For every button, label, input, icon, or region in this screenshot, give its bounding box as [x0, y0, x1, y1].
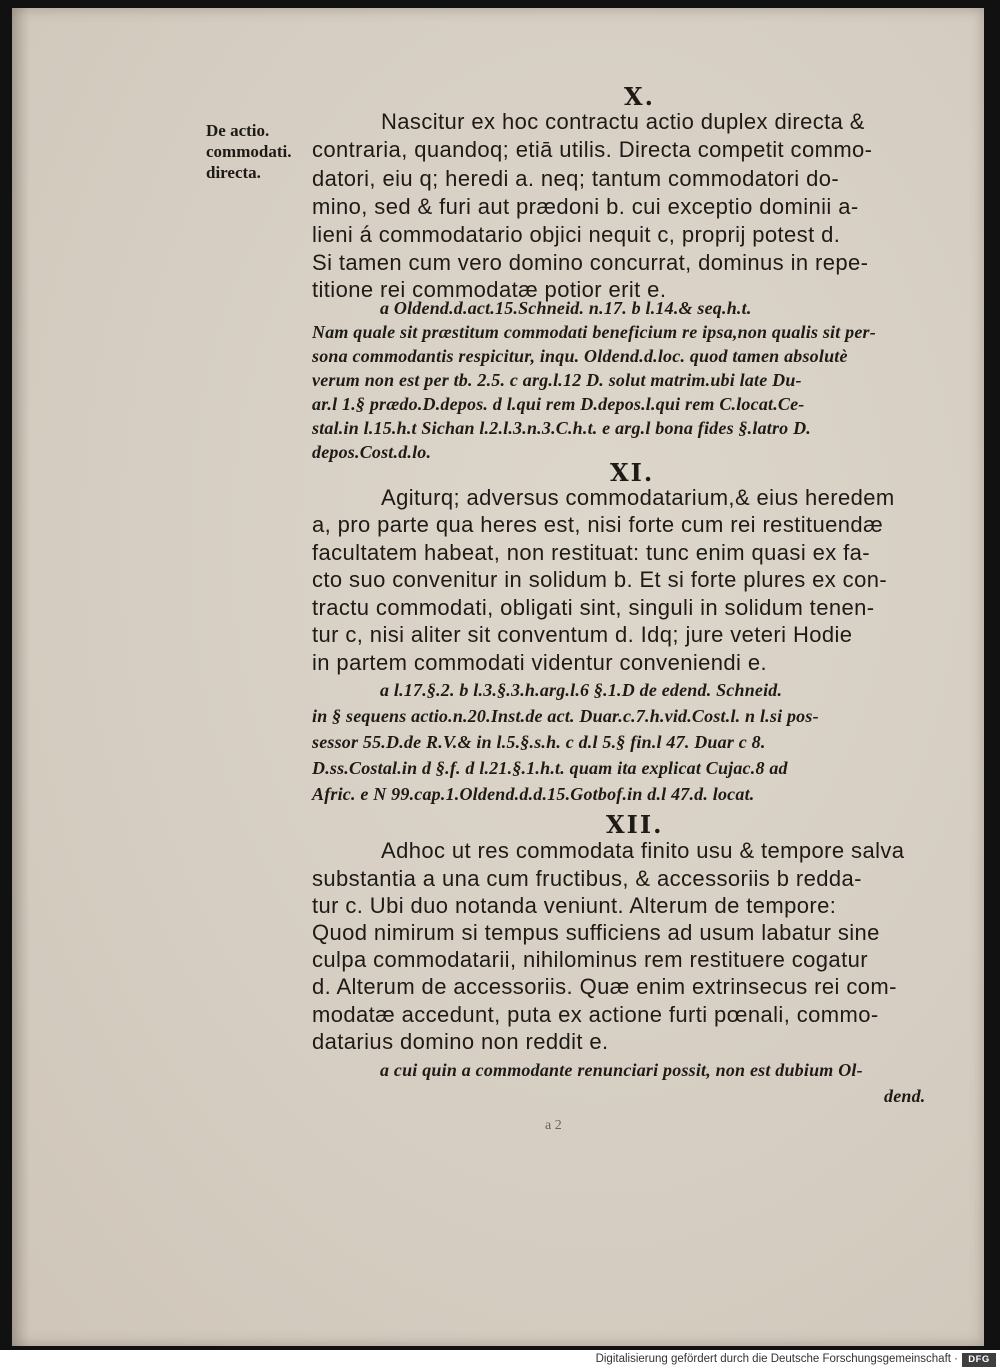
footnote-line: sessor 55.D.de R.V.& in l.5.§.s.h. c d.l 5.§ fin.l 47. Duar c 8.: [312, 732, 766, 752]
body-line: titione rei commodatæ potior erit e.: [312, 277, 667, 302]
margin-note-line: De actio.: [206, 121, 270, 140]
footnote-line: a Oldend.d.act.15.Schneid. n.17. b l.14.& seq.h.t.: [380, 298, 752, 318]
body-line: culpa commodatarii, nihilominus rem restituere cogatur: [312, 947, 868, 972]
signature-mark: a 2: [545, 1118, 562, 1133]
body-line: Adhoc ut res commodata finito usu & tempore salva: [381, 838, 905, 863]
body-line: lieni á commodatario objici nequit c, proprij potest d.: [312, 222, 841, 247]
dfg-logo-icon: DFG: [962, 1353, 996, 1367]
footnote-line: ar.l 1.§ prædo.D.depos. d l.qui rem D.depos.l.qui rem C.locat.Ce-: [312, 394, 805, 414]
footnote-line: in § sequens actio.n.20.Inst.de act. Duar.c.7.h.vid.Cost.l. n l.si pos-: [312, 706, 819, 726]
margin-note-line: directa.: [206, 163, 261, 182]
digitization-footer: [0, 1350, 1000, 1370]
body-line: datori, eiu q; heredi a. neq; tantum commodatori do-: [312, 166, 840, 191]
body-line: mino, sed & furi aut prædoni b. cui exceptio dominii a-: [312, 194, 859, 219]
footnote-line: a l.17.§.2. b l.3.§.3.h.arg.l.6 §.1.D de edend. Schneid.: [380, 680, 783, 700]
body-line: Quod nimirum si tempus sufficiens ad usum labatur sine: [312, 920, 880, 945]
footnote-line: dend.: [884, 1086, 926, 1106]
body-line: tractu commodati, obligati sint, singuli in solidum tenen-: [312, 595, 875, 620]
footnote-line: D.ss.Costal.in d §.f. d l.21.§.1.h.t. quam ita explicat Cujac.8 ad: [312, 758, 788, 778]
footnote-line: depos.Cost.d.lo.: [312, 442, 432, 462]
footnote-line: Afric. e N 99.cap.1.Oldend.d.d.15.Gotbof.in d.l 47.d. locat.: [312, 784, 755, 804]
footnote-line: verum non est per tb. 2.5. c arg.l.12 D. solut matrim.ubi late Du-: [312, 370, 802, 390]
body-line: tur c. Ubi duo notanda veniunt. Alterum de tempore:: [312, 893, 837, 918]
footnote-line: Nam quale sit præstitum commodati beneficium re ipsa,non qualis sit per-: [312, 322, 876, 342]
body-line: contraria, quandoq; etiā utilis. Directa competit commo-: [312, 137, 873, 162]
body-line: Agiturq; adversus commodatarium,& eius heredem: [381, 485, 895, 510]
page-fold-shadow: [12, 8, 30, 1346]
body-line: d. Alterum de accessoriis. Quæ enim extrinsecus rei com-: [312, 974, 897, 999]
body-line: tur c, nisi aliter sit conventum d. Idq; jure veteri Hodie: [312, 622, 853, 647]
body-line: modatæ accedunt, puta ex actione furti pœnali, commo-: [312, 1002, 879, 1027]
body-line: a, pro parte qua heres est, nisi forte cum rei restituendæ: [312, 512, 884, 537]
footnote-line: stal.in l.15.h.t Sichan l.2.l.3.n.3.C.h.t. e arg.l bona fides §.latro D.: [312, 418, 811, 438]
body-line: datarius domino non reddit e.: [312, 1029, 609, 1054]
funding-credit: Digitalisierung gefördert durch die Deutsche Forschungsgemeinschaft ·: [595, 1353, 958, 1365]
section-heading: X.: [624, 82, 655, 111]
body-line: facultatem habeat, non restituat: tunc enim quasi ex fa-: [312, 540, 871, 565]
margin-note-line: commodati.: [206, 142, 292, 161]
footnote-line: sona commodantis respicitur, inqu. Oldend.d.loc. quod tamen absolutè: [312, 346, 848, 366]
body-line: substantia a una cum fructibus, & accessoriis b redda-: [312, 866, 862, 891]
body-line: cto suo convenitur in solidum b. Et si forte plures ex con-: [312, 567, 888, 592]
footnote-line: a cui quin a commodante renunciari possit, non est dubium Ol-: [380, 1060, 863, 1080]
body-line: in partem commodati videntur conveniendi e.: [312, 650, 767, 675]
body-line: Nascitur ex hoc contractu actio duplex directa &: [381, 109, 865, 134]
section-heading: XII.: [606, 810, 664, 839]
section-heading: XI.: [610, 458, 655, 487]
body-line: Si tamen cum vero domino concurrat, dominus in repe-: [312, 250, 869, 275]
